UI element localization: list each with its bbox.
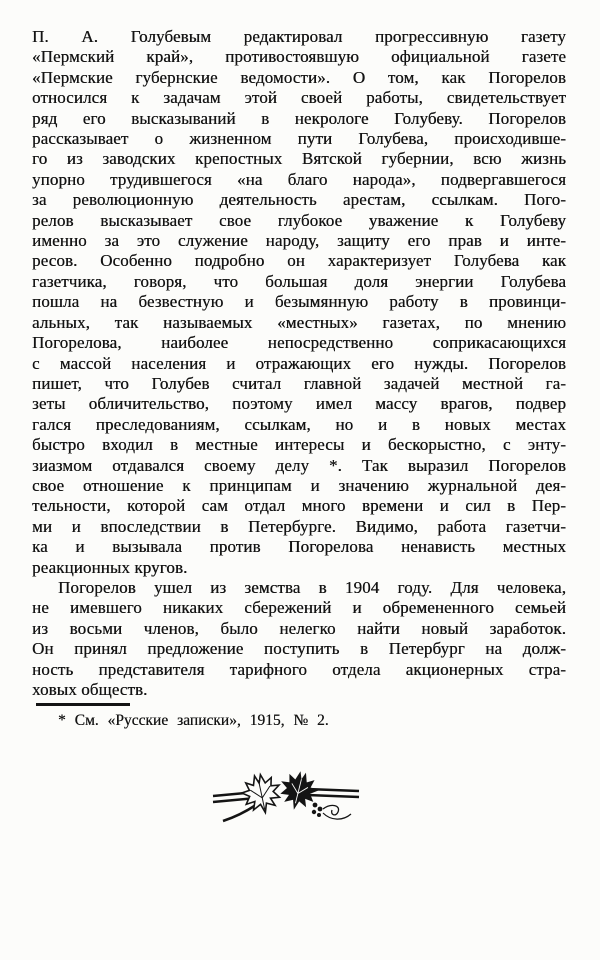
text-line: пишет, что Голубев считал главной задачей местной га- [32, 373, 566, 393]
footnote-text: * См. «Русские записки», 1915, № 2. [58, 712, 329, 729]
text-line: релов высказывает свое глубокое уважение к Голубеву [32, 210, 566, 230]
text-line: из восьми членов, было нелегко найти новый заработок. [32, 618, 566, 638]
text-line: газетчика, говоря, что большая доля энергии Голубева [32, 271, 566, 291]
text-line: зеты обличительство, поэтому имел массу врагов, подвер [32, 394, 566, 414]
text-line: за революционную деятельность арестам, ссылкам. Пого- [32, 190, 566, 210]
text-line: быстро входил в местные интересы и бескорыстно, с энту- [32, 435, 566, 455]
text-line: «Пермский край», противостоявшую официальной газете [32, 47, 566, 67]
grape-tendril [312, 803, 351, 820]
text-line: зиазмом отдавался своему делу *. Так выразил Погорелов [32, 455, 566, 475]
text-line: ка и вызывала против Погорелова ненависть местных [32, 537, 566, 557]
text-line: ресов. Особенно подробно он характеризует Голубева как [32, 251, 566, 271]
text-line: именно за это служение народу, защиту его прав и инте- [32, 231, 566, 251]
text-line: го из заводских крепостных Вятской губернии, всю жизнь [32, 149, 566, 169]
paragraph-2 [32, 578, 566, 700]
footnote-separator-rule [36, 703, 130, 706]
text-line: гался преследованиям, ссылкам, но и в новых местах [32, 414, 566, 434]
text-line: тельности, которой сам отдал много времени и сил в Пер- [32, 496, 566, 516]
maple-leaf-vignette-icon [211, 769, 361, 825]
text-line: Он принял предложение поступить в Петербург на долж- [32, 639, 566, 659]
text-line: реакционных кругов. [32, 557, 188, 577]
text-line: Погорелова, наиболее непосредственно соприкасающихся [32, 333, 566, 353]
text-line: ряд его высказываний в некрологе Голубеву. Погорелов [32, 108, 566, 128]
main-text-block [32, 27, 566, 700]
text-line: свое отношение к принципам и значению журнальной дея- [32, 475, 566, 495]
text-line: альных, так называемых «местных» газетах, по мнению [32, 312, 566, 332]
text-line: П. А. Голубевым редактировал прогрессивную газету [32, 27, 566, 46]
text-line: рассказывает о жизненном пути Голубева, происходивше- [32, 129, 566, 149]
text-line: Погорелов ушел из земства в 1904 году. Для человека, [58, 577, 566, 597]
text-line: относился к задачам этой своей работы, свидетельствует [32, 88, 566, 108]
text-line: не имевшего никаких сбережений и обремененного семьей [32, 598, 566, 618]
paragraph-1 [32, 27, 566, 578]
text-line: упорно трудившегося «на благо народа», подвергавшегося [32, 169, 566, 189]
text-line: «Пермские губернские ведомости». О том, как Погорелов [32, 67, 566, 87]
text-line: ми и впоследствии в Петербурге. Видимо, работа газетчи- [32, 516, 566, 536]
text-line: с массой населения и отражающих его нужды. Погорелов [32, 353, 566, 373]
text-line: ность представителя тарифного отдела акционерных стра- [32, 659, 566, 679]
text-line: пошла на безвестную и безымянную работу в провинци- [32, 292, 566, 312]
text-line: ховых обществ. [32, 680, 148, 699]
